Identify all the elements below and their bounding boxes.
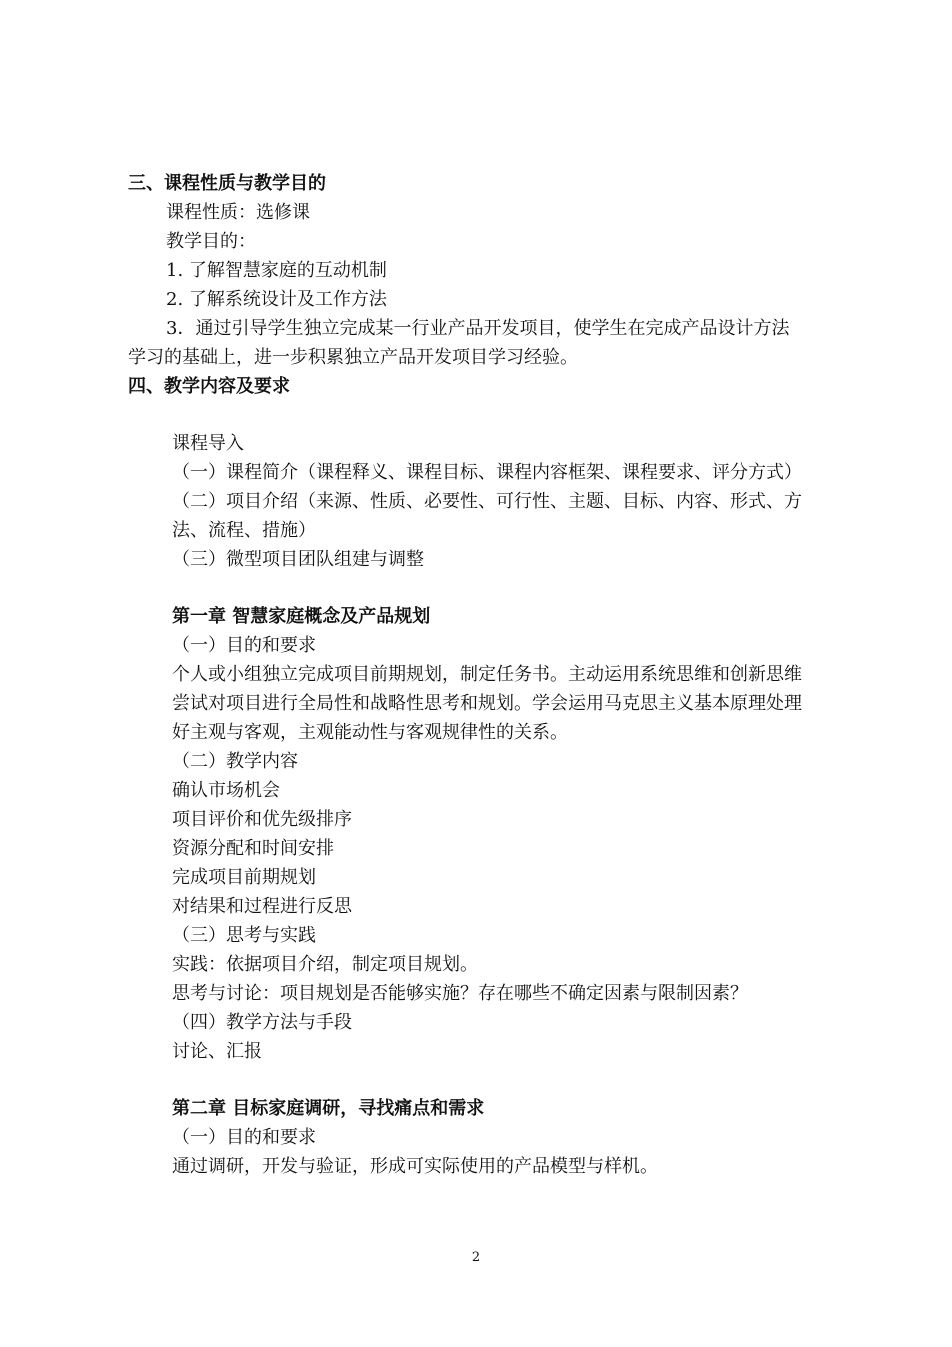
course-nature: 课程性质：选修课	[166, 202, 310, 223]
intro-item-3: （三）微型项目团队组建与调整	[172, 549, 424, 570]
chapter1-discussion: 思考与讨论：项目规划是否能够实施？存在哪些不确定因素与限制因素？	[172, 983, 748, 1004]
section4-heading: 四、教学内容及要求	[128, 376, 290, 397]
chapter2-title: 第二章 目标家庭调研，寻找痛点和需求	[172, 1098, 485, 1119]
chapter2-sub1: （一）目的和要求	[172, 1127, 316, 1148]
chapter2-req-line1: 通过调研，开发与验证，形成可实际使用的产品模型与样机。	[172, 1156, 658, 1177]
chapter1-sub1: （一）目的和要求	[172, 635, 316, 656]
chapter1-sub3: （三）思考与实践	[172, 925, 316, 946]
intro-title: 课程导入	[172, 433, 244, 454]
teaching-goal-label: 教学目的：	[166, 231, 256, 252]
chapter1-content-1: 确认市场机会	[172, 780, 280, 801]
goal-item-2: 2. 了解系统设计及工作方法	[166, 289, 387, 310]
intro-item-1: （一）课程简介（课程释义、课程目标、课程内容框架、课程要求、评分方式）	[172, 462, 802, 483]
chapter1-sub2: （二）教学内容	[172, 751, 298, 772]
chapter1-content-3: 资源分配和时间安排	[172, 838, 334, 859]
intro-item-2-line2: 法、流程、措施）	[172, 520, 316, 541]
chapter1-req-line3: 好主观与客观，主观能动性与客观规律性的关系。	[172, 722, 568, 743]
chapter1-req-line1: 个人或小组独立完成项目前期规划，制定任务书。主动运用系统思维和创新思维	[172, 664, 802, 685]
chapter1-title: 第一章 智慧家庭概念及产品规划	[172, 606, 431, 627]
goal-item-1: 1. 了解智慧家庭的互动机制	[166, 260, 387, 281]
chapter1-content-2: 项目评价和优先级排序	[172, 809, 352, 830]
goal-item-3-line1: 3．通过引导学生独立完成某一行业产品开发项目，使学生在完成产品设计方法	[166, 318, 790, 339]
intro-item-2-line1: （二）项目介绍（来源、性质、必要性、可行性、主题、目标、内容、形式、方	[172, 491, 802, 512]
chapter1-req-line2: 尝试对项目进行全局性和战略性思考和规划。学会运用马克思主义基本原理处理	[172, 693, 802, 714]
chapter1-method: 讨论、汇报	[172, 1041, 262, 1062]
page-number: 2	[471, 1250, 481, 1265]
chapter1-sub4: （四）教学方法与手段	[172, 1012, 352, 1033]
chapter1-practice: 实践：依据项目介绍，制定项目规划。	[172, 954, 478, 975]
section3-heading: 三、课程性质与教学目的	[128, 173, 326, 194]
goal-item-3-line2: 学习的基础上，进一步积累独立产品开发项目学习经验。	[128, 347, 578, 368]
chapter1-content-5: 对结果和过程进行反思	[172, 896, 352, 917]
chapter1-content-4: 完成项目前期规划	[172, 867, 316, 888]
